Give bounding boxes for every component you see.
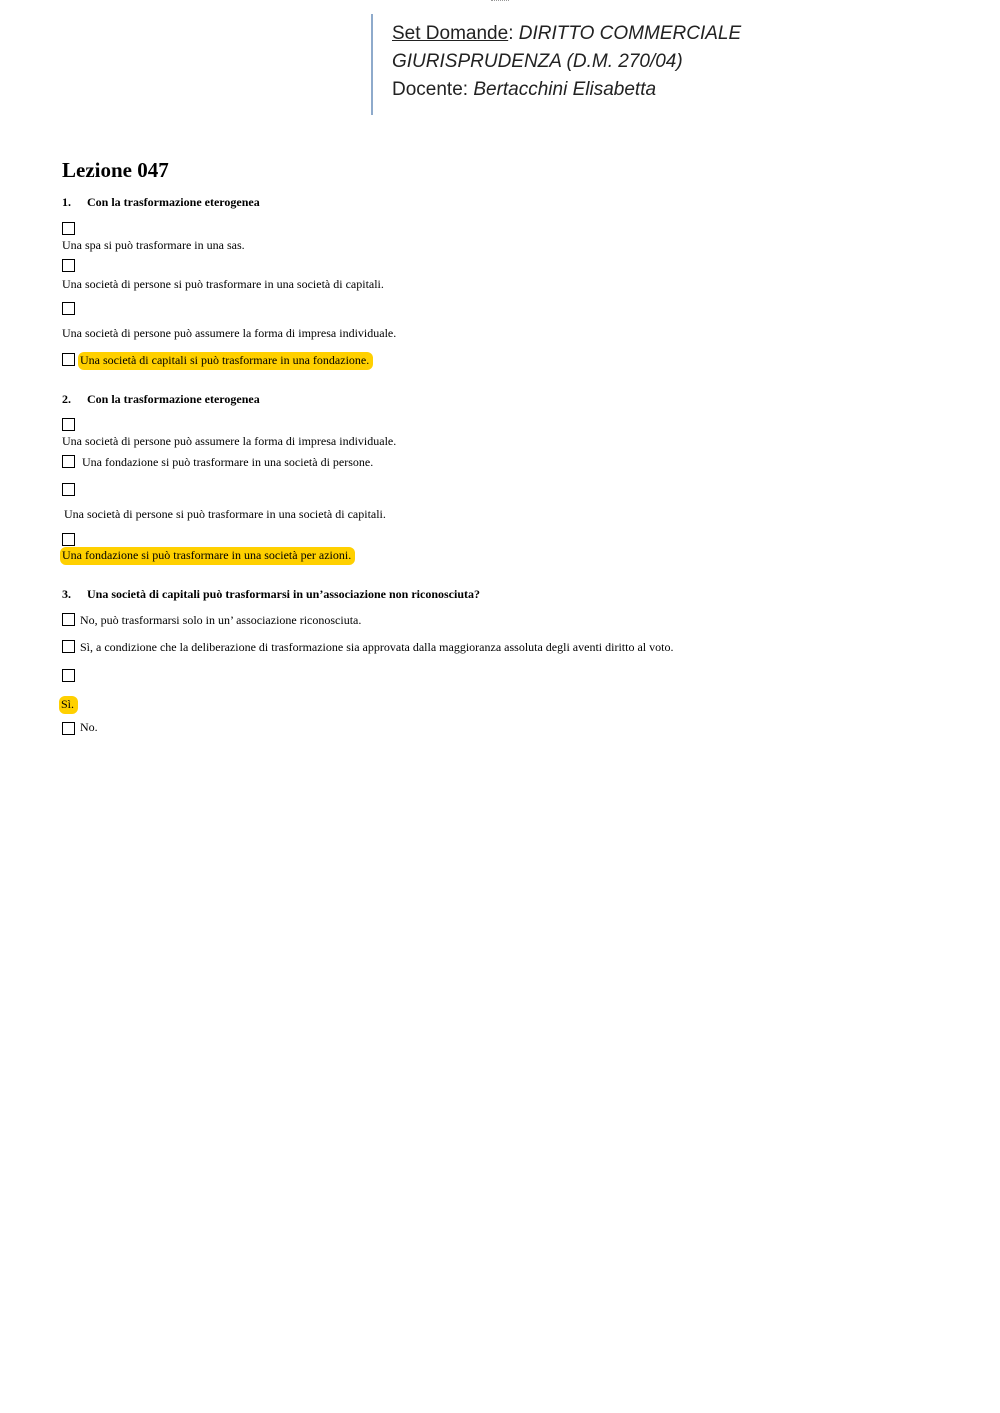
answer-checkbox[interactable] [62, 613, 75, 626]
answer-checkbox[interactable] [62, 418, 75, 431]
set-separator: : [508, 23, 514, 44]
answer-checkbox[interactable] [62, 222, 75, 235]
program-name: GIURISPRUDENZA (D.M. 270/04) [392, 51, 683, 72]
header-line-teacher [392, 76, 741, 104]
teacher-label: Docente: [392, 79, 469, 100]
set-label: Set Domande [392, 23, 509, 44]
answer-option: Una società di persone può assumere la forma di impresa individuale. [62, 434, 397, 448]
question-number: 2. [62, 392, 71, 406]
answer-option: Una società di persone si può trasformare in una società di capitali. [64, 507, 386, 521]
header-line-course [392, 20, 741, 48]
question-3 [62, 587, 480, 602]
answer-option: Una fondazione si può trasformare in una società di persone. [82, 455, 374, 469]
answer-option: No, può trasformarsi solo in un’ associazione riconosciuta. [80, 613, 362, 627]
teacher-name: Bertacchini Elisabetta [473, 79, 657, 100]
question-1 [62, 195, 260, 210]
question-text: Con la trasformazione eterogenea [87, 195, 260, 209]
page-top-mark [491, 0, 509, 3]
question-number: 1. [62, 195, 71, 209]
course-name: DIRITTO COMMERCIALE [518, 23, 742, 44]
answer-option: Sì, a condizione che la deliberazione di trasformazione sia approvata dalla maggioranza assoluta degli aventi diritto al voto. [80, 640, 674, 654]
question-text: Una società di capitali può trasformarsi in un’associazione non riconosciuta? [87, 587, 481, 601]
answer-checkbox[interactable] [62, 455, 75, 468]
answer-option: Una società di persone può assumere la forma di impresa individuale. [62, 326, 397, 340]
document-header [392, 20, 741, 104]
answer-checkbox[interactable] [62, 533, 75, 546]
answer-option-highlighted: Una società di capitali si può trasformare in una fondazione. [78, 352, 373, 370]
header-accent-bar [371, 14, 373, 115]
answer-checkbox[interactable] [62, 353, 75, 366]
answer-checkbox[interactable] [62, 669, 75, 682]
answer-checkbox[interactable] [62, 302, 75, 315]
answer-checkbox[interactable] [62, 640, 75, 653]
answer-option: Una società di persone si può trasformare in una società di capitali. [62, 277, 384, 291]
question-2 [62, 392, 260, 407]
answer-checkbox[interactable] [62, 259, 75, 272]
lesson-title: Lezione 047 [62, 158, 169, 182]
answer-option-highlighted: Una fondazione si può trasformare in una società per azioni. [60, 547, 355, 565]
answer-checkbox[interactable] [62, 483, 75, 496]
answer-option: Una spa si può trasformare in una sas. [62, 238, 245, 252]
header-line-program [392, 48, 741, 76]
answer-option: No. [80, 720, 98, 734]
answer-checkbox[interactable] [62, 722, 75, 735]
question-text: Con la trasformazione eterogenea [87, 392, 260, 406]
question-number: 3. [62, 587, 71, 601]
answer-option-highlighted: Sì. [59, 696, 78, 714]
